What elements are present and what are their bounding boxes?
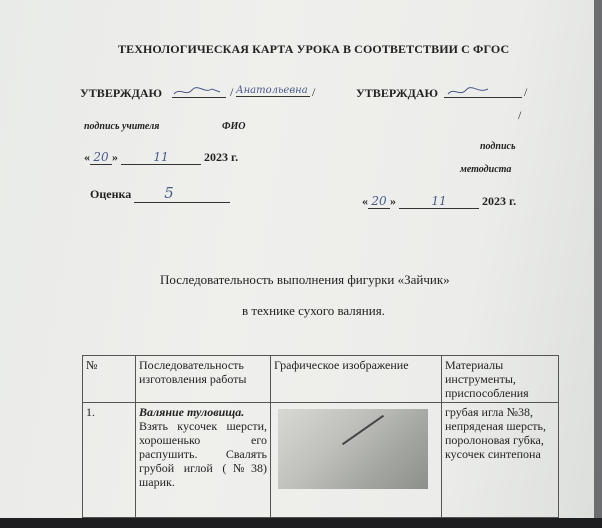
header-sequence: Последовательность изготовления работы	[136, 356, 271, 403]
date-left-day: 20	[90, 150, 112, 165]
step-text: Взять кусочек шерсти, хорошенько его распушить. Свалять грубой иглой (№38) шарик.	[139, 419, 267, 489]
scan-edge-right	[594, 0, 602, 528]
row-graphic	[271, 403, 442, 518]
date-left: « 20 » 11 2023 г.	[84, 150, 239, 164]
table-row	[83, 403, 559, 518]
date-right-month: 11	[399, 194, 479, 209]
date-left-year: 2023 г.	[204, 150, 239, 164]
tech-table	[82, 355, 559, 518]
approve-left-label: УТВЕРЖДАЮ	[80, 86, 163, 100]
row-materials: грубая игла №38, непряденая шерсть, поролоновая губка, кусочек синтепона	[442, 403, 559, 518]
row-num: 1.	[83, 403, 136, 518]
document-title: ТЕХНОЛОГИЧЕСКАЯ КАРТА УРОКА В СООТВЕТСТВИИ С ФГОС	[118, 42, 510, 56]
date-left-month: 11	[121, 150, 201, 165]
date-right-year: 2023 г.	[482, 194, 517, 208]
signature-right	[444, 84, 522, 98]
slash-1: /	[230, 85, 234, 99]
approve-right-label: УТВЕРЖДАЮ	[356, 86, 439, 100]
date-right: « 20 » 11 2023 г.	[362, 194, 517, 208]
slash-3: /	[524, 85, 528, 99]
fio-caption: ФИО	[222, 121, 246, 132]
row-step	[136, 403, 271, 518]
signature-left	[172, 84, 226, 98]
signature-right-scribble	[444, 85, 494, 97]
slash-2: /	[312, 85, 316, 99]
date-right-day: 20	[368, 194, 390, 209]
right-sign-caption: подпись	[480, 141, 516, 152]
sign-caption: подпись учителя	[84, 121, 160, 132]
signature-left-scribble	[172, 85, 222, 97]
grade-value: 5	[134, 184, 230, 203]
heading-line-1: Последовательность выполнения фигурки «Зайчик»	[160, 272, 450, 287]
slash-4: /	[518, 108, 522, 122]
heading-line-2: в технике сухого валяния.	[242, 303, 385, 318]
step-title: Валяние туловища.	[139, 405, 245, 419]
header-graphic: Графическое изображение	[271, 356, 442, 403]
grade-label: Оценка	[90, 187, 132, 201]
scan-edge-bottom	[0, 518, 602, 528]
table-header-row	[83, 356, 559, 403]
grade-row	[90, 184, 230, 203]
fio-handwritten: Анатольевна	[236, 85, 310, 97]
right-methodist-caption: методиста	[460, 164, 512, 175]
header-materials: Материалы инструменты, приспособления	[442, 356, 559, 403]
felting-photo	[278, 409, 428, 489]
header-num: №	[83, 356, 136, 403]
